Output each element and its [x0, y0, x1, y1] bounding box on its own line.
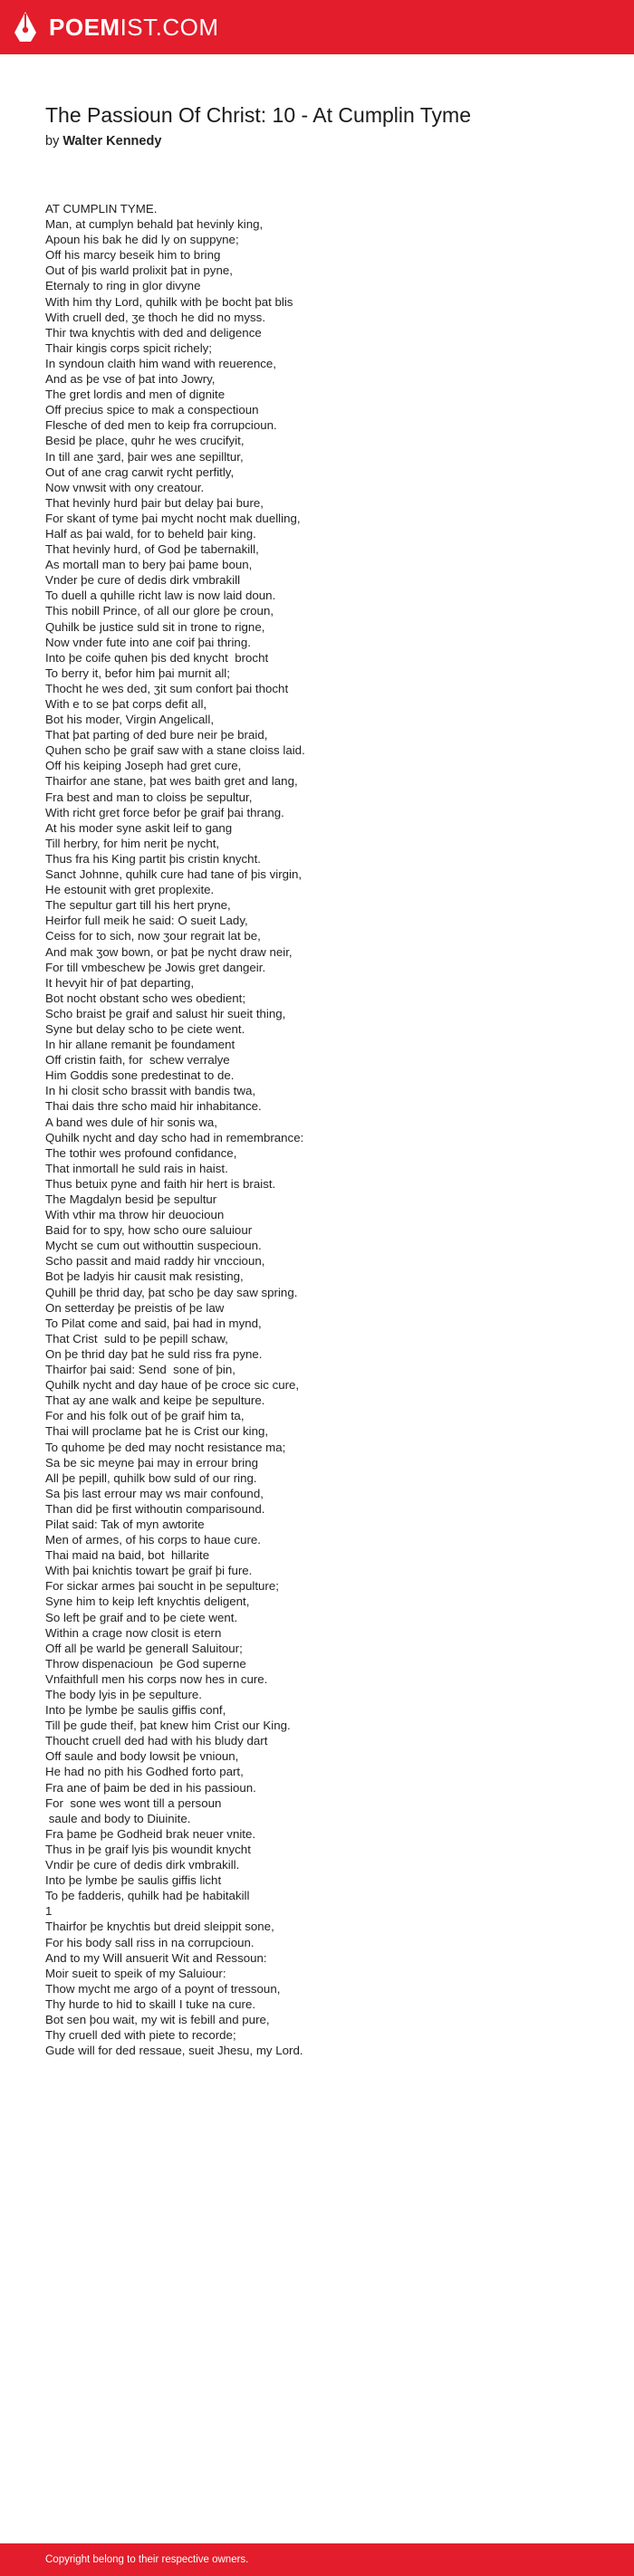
poem-line: For till vmbeschew þe Jowis gret dangeir.: [45, 960, 266, 974]
poem-line: Fra þame þe Godheid brak neuer vnite.: [45, 1826, 256, 1841]
poem-line: With e to se þat corps defit all,: [45, 697, 207, 711]
poem-line: In hi closit scho brassit with bandis twa,: [45, 1084, 256, 1098]
poem-line: Till herbry, for him nerit þe nycht,: [45, 836, 220, 850]
poem-line: Him Goddis sone predestinat to de.: [45, 1068, 235, 1083]
poem-line: The tothir wes profound confidance,: [45, 1145, 237, 1160]
poem-line: Apoun his bak he did ly on suppyne;: [45, 233, 239, 247]
poem-line: And as þe vse of þat into Jowry,: [45, 372, 216, 387]
poem-line: Quhen scho þe graif saw with a stane cloiss laid.: [45, 743, 305, 758]
poem-line: Bot sen þou wait, my wit is febill and pure,: [45, 2012, 270, 2026]
poem-line: Quhilk be justice suld sit in trone to rigne,: [45, 619, 265, 634]
poem-line: With cruell ded, ʒe thoch he did no myss.: [45, 310, 266, 324]
poem-line: Sa be sic meyne þai may in errour bring: [45, 1455, 259, 1470]
poem-line: Flesche of ded men to keip fra corrupcioun.: [45, 418, 277, 433]
author-link[interactable]: Walter Kennedy: [62, 134, 162, 148]
poem-line: AT CUMPLIN TYME.: [45, 202, 158, 215]
poem-line: saule and body to Diuinite.: [45, 1811, 191, 1825]
poem-line: Fra best and man to cloiss þe sepultur,: [45, 790, 253, 804]
poem-line: Thair kingis corps spicit richely;: [45, 340, 212, 355]
poem-line: Bot þe ladyis hir causit mak resisting,: [45, 1269, 244, 1284]
poem-line: Throw dispenacioun þe God superne: [45, 1656, 246, 1671]
poem-line: With vthir ma throw hir deuocioun: [45, 1208, 225, 1222]
poem-line: In till ane ʒard, þair wes ane sepilltur,: [45, 449, 244, 464]
poem-line: Half as þai wald, for to beheld þair king.: [45, 526, 256, 541]
poem-line: Heirfor full meik he said: O sueit Lady,: [45, 914, 248, 928]
poem-line: Thai maid na baid, bot hillarite: [45, 1548, 210, 1563]
poem-line: Now vnder fute into ane coif þai thring.: [45, 635, 251, 649]
poem-line: This nobill Prince, of all our glore þe croun,: [45, 604, 274, 618]
poem-line: Out of þis warld prolixit þat in pyne,: [45, 263, 233, 278]
poem-line: For sickar armes þai soucht in þe sepulture;: [45, 1579, 279, 1594]
poem-line: Syne but delay scho to þe ciete went.: [45, 1021, 245, 1036]
poem-line: 1: [45, 1904, 53, 1919]
poem-line: Bot his moder, Virgin Angelicall,: [45, 713, 215, 727]
site-header: [0, 0, 634, 54]
poem-line: Eternaly to ring in glor divyne: [45, 279, 201, 293]
poem-line: All þe pepill, quhilk bow suld of our ring.: [45, 1470, 257, 1485]
poem-line: Gude will for ded ressaue, sueit Jhesu, my Lord.: [45, 2044, 303, 2058]
poem-line: Thir twa knychtis with ded and deligence: [45, 325, 262, 340]
poem-line: In hir allane remanit þe foundament: [45, 1038, 235, 1052]
poem-line: On setterday þe preistis of þe law: [45, 1300, 225, 1315]
poem-line: Syne him to keip left knychtis deligent,: [45, 1594, 250, 1609]
poem-line: With richt gret force befor þe graif þai thrang.: [45, 805, 284, 819]
poem-line: And mak ʒow bown, or þat þe nycht draw neir,: [45, 944, 293, 959]
poem-line: Men of armes, of his corps to haue cure.: [45, 1533, 261, 1547]
poem-line: Into þe lymbe þe saulis giffis conf,: [45, 1703, 226, 1718]
poem-line: That ay ane walk and keipe þe sepulture.: [45, 1393, 265, 1408]
poem-line: Off his marcy beseik him to bring: [45, 248, 221, 263]
poem-line: And to my Will ansuerit Wit and Ressoun:: [45, 1950, 267, 1965]
poem-line: Thus in þe graif lyis þis woundit knycht: [45, 1842, 251, 1856]
poem-line: Vndir þe cure of dedis dirk vmbrakill.: [45, 1858, 240, 1872]
poem-line: To quhome þe ded may nocht resistance ma;: [45, 1440, 286, 1454]
poem-line: Thairfor þe knychtis but dreid sleippit sone,: [45, 1920, 274, 1934]
poem-line: Ceiss for to sich, now ʒour regrait lat be,: [45, 929, 261, 943]
poem-line: The Magdalyn besid þe sepultur: [45, 1192, 217, 1206]
poem-line: For sone wes wont till a persoun: [45, 1796, 222, 1810]
poem-line: A band wes dule of hir sonis wa,: [45, 1115, 217, 1129]
poem-line: Sa þis last errour may ws mair confound,: [45, 1486, 264, 1500]
poem-line: As mortall man to bery þai þame boun,: [45, 558, 253, 572]
poem-line: Baid for to spy, how scho oure saluiour: [45, 1223, 253, 1238]
poem-line: Vnder þe cure of dedis dirk vmbrakill: [45, 573, 241, 588]
poem-line: Bot nocht obstant scho wes obedient;: [45, 991, 246, 1005]
poem-line: The sepultur gart till his hert pryne,: [45, 898, 231, 913]
poem-line: Thow mycht me argo of a poynt of tressoun,: [45, 1981, 281, 1996]
poem-line: The body lyis in þe sepulture.: [45, 1688, 202, 1701]
poem-line: At his moder syne askit leif to gang: [45, 820, 233, 835]
poem-line: Quhill þe thrid day, þat scho þe day saw spring.: [45, 1285, 298, 1299]
byline-label: by: [45, 134, 60, 148]
poem-line: So left þe graif and to þe ciete went.: [45, 1610, 238, 1624]
poem-line: Till þe gude theif, þat knew him Crist our King.: [45, 1719, 291, 1733]
poem-line: Off precius spice to mak a conspectioun: [45, 403, 259, 417]
poem-line: Than did þe first withoutin comparisound.: [45, 1501, 265, 1516]
poem-line: In syndoun claith him wand with reuerence,: [45, 356, 276, 370]
byline: [45, 134, 161, 148]
poem-line: Mycht se cum out withouttin suspecioun.: [45, 1239, 262, 1253]
poem-title: The Passioun Of Christ: 10 - At Cumplin Tyme: [45, 103, 471, 127]
poem-line: Thairfor þai said: Send sone of þin,: [45, 1363, 235, 1377]
poem-line: That þat parting of ded bure neir þe braid,: [45, 728, 268, 742]
poem-line: Off cristin faith, for schew verralye: [45, 1053, 230, 1068]
poem-line: That hevinly hurd þair but delay þai bure,: [45, 495, 264, 510]
poem-line: Out of ane crag carwit rycht perfitly,: [45, 464, 235, 479]
poem-line: Quhilk nycht and day scho had in remembrance:: [45, 1130, 304, 1144]
poem-line: It hevyit hir of þat departing,: [45, 975, 195, 990]
site-logo[interactable]: [49, 14, 219, 42]
poem-line: With þai knichtis towart þe graif þi fure.: [45, 1564, 253, 1578]
poem-line: Thus betuix pyne and faith hir hert is braist.: [45, 1176, 276, 1191]
poem-line: Besid þe place, quhr he wes crucifyit,: [45, 434, 245, 448]
poem-line: Into þe coife quhen þis ded knycht brocht: [45, 650, 269, 665]
poem-line: Thus fra his King partit þis cristin knycht.: [45, 851, 261, 866]
poem-line: That Crist suld to þe pepill schaw,: [45, 1331, 228, 1345]
poem-line: Moir sueit to speik of my Saluiour:: [45, 1966, 226, 1980]
poem-line: Pilat said: Tak of myn awtorite: [45, 1517, 205, 1531]
poem-line: Thocht he wes ded, ʒit sum confort þai thocht: [45, 681, 289, 695]
logo-text-bold: POEM: [49, 13, 120, 41]
poem-line: Quhilk nycht and day haue of þe croce sic cure,: [45, 1378, 300, 1393]
poem-line: Within a crage now closit is etern: [45, 1625, 222, 1640]
poem-line: He had no pith his Godhed forto part,: [45, 1765, 244, 1779]
poem-line: Thy hurde to hid to skaill I tuke na cure.: [45, 1997, 256, 2011]
poem-line: Now vnwsit with ony creatour.: [45, 480, 205, 494]
poem-line: Thoucht cruell ded had with his bludy dart: [45, 1734, 268, 1748]
poem-line: Scho passit and maid raddy hir vnccioun,: [45, 1254, 265, 1269]
poem-line: For his body sall riss in na corrupcioun.: [45, 1935, 255, 1949]
site-footer: [0, 2543, 634, 2576]
poem-line: Thai will proclame þat he is Crist our king,: [45, 1424, 269, 1439]
poem-line: Thairfor ane stane, þat wes baith gret and lang,: [45, 774, 298, 789]
poem-line: To þe fadderis, quhilk had þe habitakill: [45, 1889, 250, 1903]
poem-line: Sanct Johnne, quhilk cure had tane of þis virgin,: [45, 867, 303, 882]
poem-line: Vnfaithfull men his corps now hes in cure.: [45, 1671, 268, 1686]
logo-text-light: IST.COM: [120, 13, 219, 41]
poem-line: Off all þe warld þe generall Saluitour;: [45, 1641, 243, 1655]
poem-line: To duell a quhille richt law is now laid doun.: [45, 589, 276, 603]
poem-line: Off saule and body lowsit þe vnioun,: [45, 1749, 239, 1764]
poem-line: Fra ane of þaim be ded in his passioun.: [45, 1780, 256, 1795]
poem-line: With him thy Lord, quhilk with þe bocht þat blis: [45, 294, 293, 309]
poem-line: For skant of tyme þai mycht nocht mak duelling,: [45, 511, 301, 525]
poem-line: Scho braist þe graif and salust hir sueit thing,: [45, 1006, 286, 1020]
poem-line: To berry it, befor him þai murnit all;: [45, 666, 230, 680]
poem-line: For and his folk out of þe graif him ta,: [45, 1409, 245, 1423]
poem-line: Man, at cumplyn behald þat hevinly king,: [45, 217, 264, 232]
poem-line: That inmortall he suld rais in haist.: [45, 1161, 228, 1175]
pen-nib-logo-icon[interactable]: [13, 11, 38, 43]
poem-body: [45, 201, 607, 2058]
poem-line: To Pilat come and said, þai had in mynd,: [45, 1316, 262, 1330]
copyright-notice: Copyright belong to their respective owners.: [45, 2554, 249, 2565]
poem-line: Thai dais thre scho maid hir inhabitance.: [45, 1099, 262, 1114]
poem-line: That hevinly hurd, of God þe tabernakill,: [45, 542, 259, 557]
poem-line: Into þe lymbe þe saulis giffis licht: [45, 1873, 222, 1888]
poem-line: He estounit with gret proplexite.: [45, 883, 215, 897]
poem-line: The gret lordis and men of dignite: [45, 388, 226, 402]
poem-line: Off his keiping Joseph had gret cure,: [45, 759, 242, 773]
poem-line: On þe thrid day þat he suld riss fra pyne.: [45, 1346, 263, 1361]
poem-line: Thy cruell ded with piete to recorde;: [45, 2028, 236, 2043]
